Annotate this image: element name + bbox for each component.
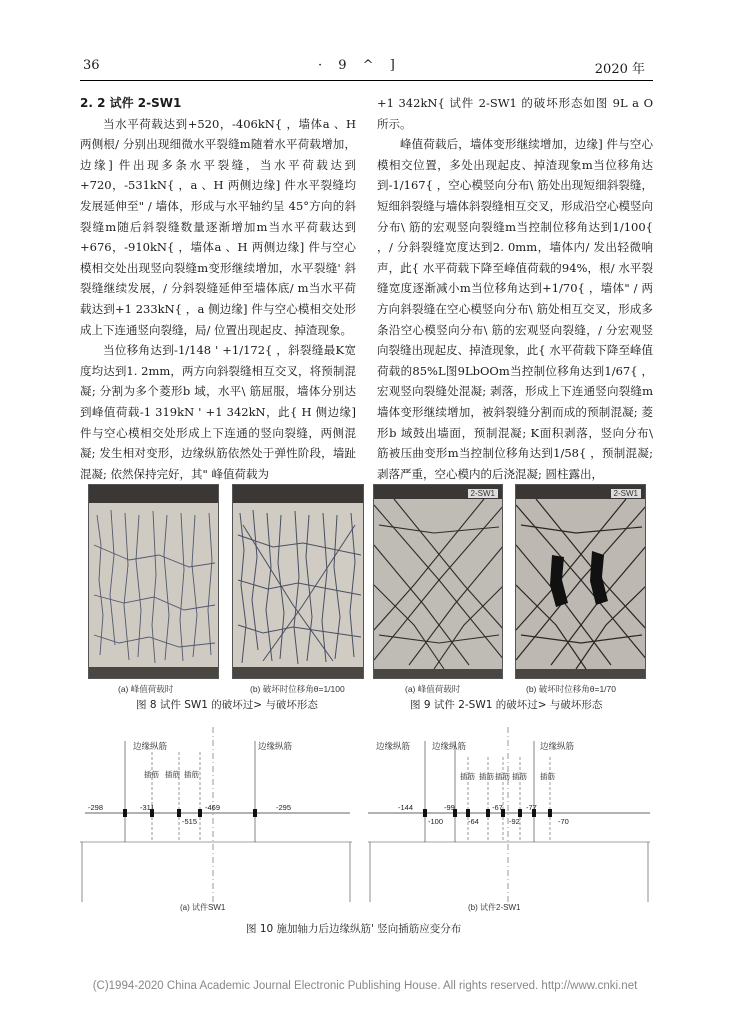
specimen-stamp: 2-SW1 (611, 489, 641, 498)
fig10b-value: -92 (509, 817, 520, 826)
fig10b-label-edge: 边缘纵筋 (540, 741, 575, 751)
fig10a-value: -298 (88, 803, 104, 812)
fig10b-value: -64 (468, 817, 479, 826)
fig10b-value: -100 (428, 817, 444, 826)
fig10b-value: -70 (558, 817, 569, 826)
fig10b-label-edge: 边缘纵筋 (376, 741, 411, 751)
paragraph: 当水平荷载达到+520，-406kN{ ，墙体a 、H 两侧根/ 分别出现细微水平裂缝m随着水平荷载增加，边缘] 件出现多条水平裂缝，当水平荷载达到+720，-531kN{ ，a 、H 两侧边缘] 件水平裂缝均发展延伸至" / 墙体，形成与水平轴约呈 45°方向的斜裂缝m随后斜裂缝数量逐渐增加m当水平荷载达到+676，-910kN{ ，墙体a 、H 两侧边缘] 件与空心模相交处出现竖向裂缝m变形继续增加，水平裂缝' 斜裂缝继续发展，/ 分斜裂缝延伸至墙体底/ m当水平荷载达到+1 233kN{ ，a 侧边缘] 件与空心模相交处形成上下连通竖向裂缝，局/ 位置出现起皮、掉渣现象。 (80, 116, 356, 337)
fig10-diagram-a (80, 727, 355, 921)
fig10b-label-insert: 插筋 (460, 772, 475, 781)
fig10b-label-insert: 插筋 (512, 772, 527, 781)
fig10b-label-insert: 插筋 (479, 772, 494, 781)
fig10b-label-insert: 插筋 (540, 772, 555, 781)
fig8-photo-a (88, 484, 219, 679)
fig10a-value: -515 (182, 817, 198, 826)
fig10-caption: 图 10 施加轴力后边缘纵筋' 竖向插筋应变分布 (246, 923, 462, 935)
journal-header: · 9 ^ ] (318, 58, 401, 73)
fig10a-label-insert: 插筋 (144, 770, 159, 779)
paragraph: 峰值荷载后，墙体变形继续增加，边缘] 件与空心模相交位置，多处出现起皮、掉渣现象m当位移角达到-1/167{ ，空心模竖向分布\ 筋处出现短细斜裂缝，短细斜裂缝与墙体斜裂缝相互交叉，形成沿空心模竖向分布\ 筋的宏观竖向裂缝m当控制位移角达到1/100{ ，/ 分斜裂缝宽度达到2. 0mm，墙体内/ 发出轻微响声，此{ 水平荷载下降至峰值荷载的94%，根/ 水平裂缝宽度逐渐减小m当位移角达到+1/70{ ，墙体" / 两方向斜裂缝在空心模竖向分布\ 筋处相互交叉，形成多条沿空心模竖向分布\ 筋的宏观竖向裂缝，/ 分宏观竖向裂缝出现起皮、掉渣现象，此{ 水平荷载下降至峰值荷载的85%L图9LbOOm当控制位移角达到1/67{ ，宏观竖向裂缝处混凝; 剥落，形成上下连通竖向裂缝m墙体变形继续增加，被斜裂缝分割而成的预制混凝; 菱形b 域鼓出墙面，预制混凝; K面积剥落，竖向分布\ 筋被压曲变形m当控制位移角达到1/58{ ，预制混凝; 剥落严重，空心模内的后浇混凝; 圆柱露出， (377, 137, 653, 481)
fig10b-value: -144 (398, 803, 414, 812)
fig10a-value: -311 (140, 803, 155, 812)
text-column-right (377, 93, 653, 484)
section-heading: 2. 2 试件 2-SW1 (80, 96, 182, 110)
fig9-label-b: (b) 破坏时位移角θ=1/70 (526, 684, 616, 694)
fig10b-value: -67 (492, 803, 503, 812)
fig10a-sublabel: (a) 试件SW1 (180, 903, 226, 912)
fig10a-label-edge-right: 边缘纵筋 (258, 741, 293, 751)
fig8-caption: 图 8 试件 SW1 的破坏过> 与破坏形态 (136, 699, 318, 711)
fig10b-label-insert: 插筋 (495, 772, 510, 781)
fig10b-label-edge: 边缘纵筋 (432, 741, 467, 751)
fig10a-value: -469 (205, 803, 221, 812)
fig10b-sublabel: (b) 试件2-SW1 (468, 903, 521, 912)
fig10b-value: -99 (444, 803, 455, 812)
fig9-caption: 图 9 试件 2-SW1 的破坏过> 与破坏形态 (410, 699, 603, 711)
fig10-diagram-b (368, 727, 653, 921)
fig10b-value: -77 (526, 803, 537, 812)
header-rule (80, 80, 653, 81)
fig10a-label-insert: 插筋 (184, 770, 199, 779)
fig10a-value: -295 (276, 803, 292, 812)
fig8-label-b: (b) 破坏时位移角θ=1/100 (250, 684, 345, 694)
fig8-label-a: (a) 峰值荷载时 (118, 684, 174, 694)
copyright-footer: (C)1994-2020 China Academic Journal Electronic Publishing House. All rights reserved. http://www.cnki.net (92, 980, 638, 992)
text-column-left (80, 93, 356, 484)
page-number: 36 (83, 58, 100, 73)
journal-year: 2020 年 (594, 62, 645, 77)
fig10a-label-insert: 插筋 (165, 770, 180, 779)
paragraph: +1 342kN{ 试件 2-SW1 的破坏形态如图 9L a O 所示。 (377, 96, 653, 131)
paragraph: 当位移角达到-1/148 ' +1/172{ ，斜裂缝最K宽度均达到1. 2mm，两方向斜裂缝相互交叉，将预制混凝; 分割为多个菱形b 域，水平\ 筋屈服，墙体分别达到峰值荷载-1 319kN ' +1 342kN，此{ H 侧边缘] 件与空心模相交处形成上下连通的竖向裂缝，两侧混凝; 发生相对变形，边缘纵筋依然处于弹性阶段，墙趾混凝; 依然保持完好，其" 峰值荷载为 (80, 343, 356, 481)
fig9-photo-b (515, 484, 646, 679)
fig9-photo-a (373, 484, 503, 679)
fig10a-label-edge-left: 边缘纵筋 (133, 741, 168, 751)
specimen-stamp: 2-SW1 (468, 489, 498, 498)
fig8-photo-b (232, 484, 364, 679)
fig9-label-a: (a) 峰值荷载时 (405, 684, 461, 694)
